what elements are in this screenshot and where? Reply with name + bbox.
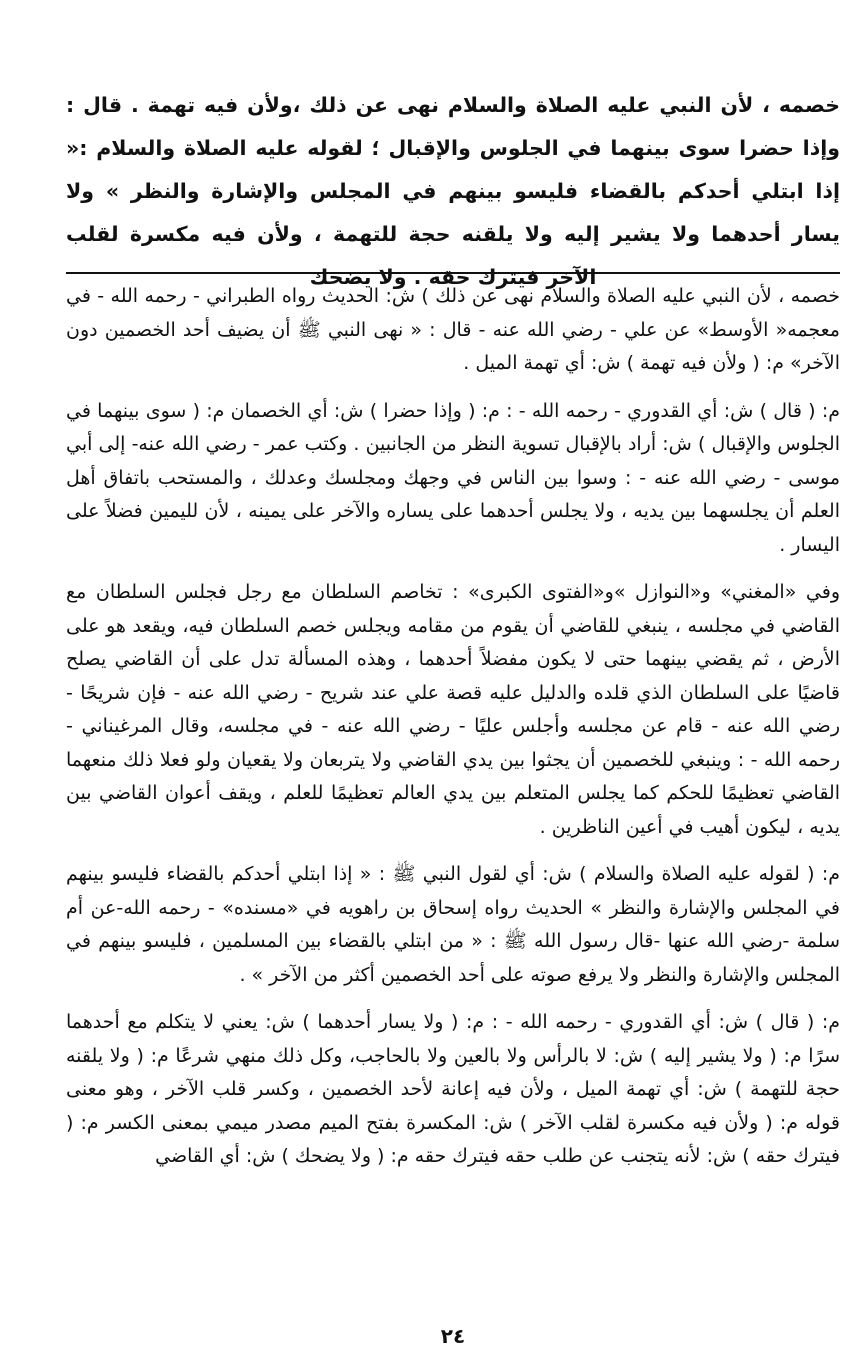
separator-rule bbox=[66, 272, 840, 274]
commentary bbox=[66, 280, 840, 1174]
page bbox=[66, 0, 840, 1368]
commentary-paragraph: م: ( قال ) ش: أي القدوري - رحمه الله - : م: ( وإذا حضرا ) ش: أي الخصمان م: ( سوى بينهما في الجلوس والإقبال ) ش: أراد بالإقبال تسوية النظر من الجانبين . وكتب عمر - رضي الله عنه- إلى أبي موسى - رضي الله عنه - : وسوا بين الناس في وجهك ومجلسك وعدلك ، والمستحب باتفاق أهل العلم أن يجلسهما بين يديه ، ولا يجلس أحدهما على يساره والآخر على يمينه ، لأن لليمين فضلاً على اليسار . bbox=[66, 399, 840, 556]
commentary-paragraph: م: ( قال ) ش: أي القدوري - رحمه الله - : م: ( ولا يسار أحدهما ) ش: يعني لا يتكلم مع أحدهما سرًا م: ( ولا يشير إليه ) ش: لا بالرأس ولا بالعين ولا بالحاجب، وكل ذلك منهي شرعًا م: ( ولا يلقنه حجة للتهمة ) ش: أي تهمة الميل ، ولأن فيه إعانة لأحد الخصمين ، وكسر قلب الآخر ، وهو معنى قوله م: ( ولأن فيه مكسرة لقلب الآخر ) ش: المكسرة بفتح الميم مصدر ميمي بمعنى الكسر م: ( فيترك حقه ) ش: لأنه يتجنب عن طلب حقه فيترك حقه م: ( ولا يضحك ) ش: أي القاضي bbox=[66, 1011, 840, 1167]
main-text: خصمه ، لأن النبي عليه الصلاة والسلام نهى عن ذلك ،ولأن فيه تهمة . قال : وإذا حضرا سوى بينهما في الجلوس والإقبال ؛ لقوله عليه الصلاة والسلام :« إذا ابتلي أحدكم بالقضاء فليسو بينهم في المجلس والإشارة والنظر » ولا يسار أحدهما ولا يشير إليه ولا يلقنه حجة للتهمة ، ولأن فيه مكسرة لقلب الآخر فيترك حقه . ولا يضحك bbox=[66, 93, 840, 289]
commentary-paragraph: وفي «المغني» و«النوازل »و«الفتوى الكبرى» : تخاصم السلطان مع رجل فجلس السلطان مع القاضي في مجلسه ، ينبغي للقاضي أن يقوم من مقامه ويجلس خصم السلطان فيه، ويقعد هو على الأرض ، ثم يقضي بينهما حتى لا يكون مفضلاً أحدهما ، وهذه المسألة تدل على أن القاضي يصلح قاضيًا على السلطان الذي قلده والدليل عليه قصة علي عند شريح - رضي الله عنه - فإن شريحًا - رضي الله عنه - قام عن مجلسه وأجلس عليًا - رضي الله عنه - في مجلسه، وقال المرغيناني - رحمه الله - : وينبغي للخصمين أن يجثوا بين يدي القاضي ولا يتربعان ولا يقعيان ولو فعلا ذلك منعهما القاضي تعظيمًا للحكم كما يجلس المتعلم بين يدي العالم تعظيمًا للعلم ، ويقف أعوان القاضي بين يديه ، ليكون أهيب في أعين الناظرين . bbox=[66, 581, 840, 838]
commentary-paragraph: خصمه ، لأن النبي عليه الصلاة والسلام نهى عن ذلك ) ش: الحديث رواه الطبراني - رحمه الله - في معجمه« الأوسط» عن علي - رضي الله عنه - قال : « نهى النبي ﷺ أن يضيف أحد الخصمين دون الآخر» م: ( ولأن فيه تهمة ) ش: أي تهمة الميل . bbox=[66, 285, 840, 374]
commentary-paragraph: م: ( لقوله عليه الصلاة والسلام ) ش: أي لقول النبي ﷺ : « إذا ابتلي أحدكم بالقضاء فليسو بينهم في المجلس والإشارة والنظر » الحديث رواه إسحاق بن راهويه في «مسنده» - رحمه الله-عن أم سلمة -رضي الله عنها -قال رسول الله ﷺ : « من ابتلي بالقضاء بين المسلمين ، فليسو بينهم في المجلس والإشارة والنظر ولا يرفع صوته على أحد الخصمين أكثر من الآخر » . bbox=[66, 863, 840, 986]
page-number: ٢٤ bbox=[440, 1324, 466, 1348]
